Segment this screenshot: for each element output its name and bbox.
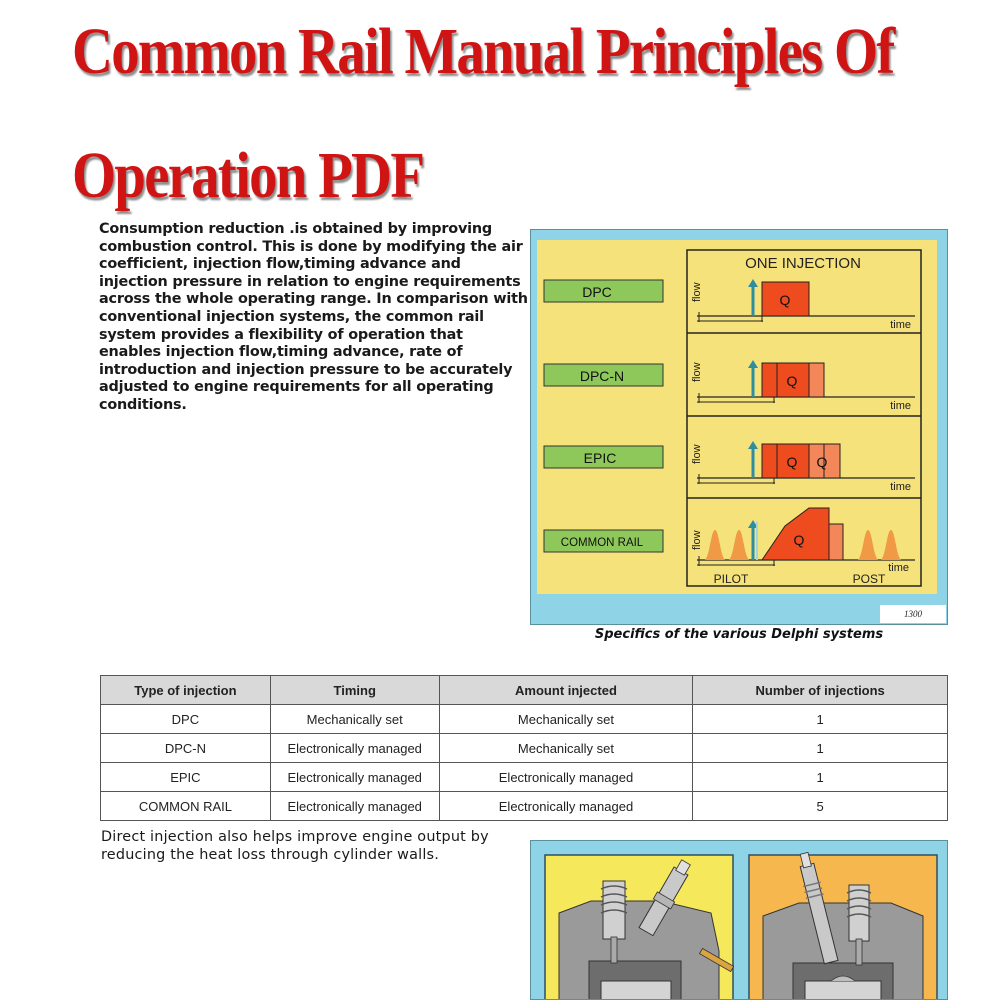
figure-caption: Specifics of the various Delphi systems — [594, 627, 884, 642]
system-label-epic — [544, 446, 663, 468]
svg-text:time: time — [888, 562, 909, 574]
svg-text:flow: flow — [691, 362, 703, 382]
svg-text:Q: Q — [793, 532, 805, 548]
table-row — [101, 792, 948, 821]
injection-systems-figure — [530, 229, 948, 625]
system-label-dpc — [544, 280, 663, 302]
cell-timing: Electronically managed — [270, 792, 439, 821]
injection-comparison-table — [100, 675, 948, 821]
table-row — [101, 734, 948, 763]
header-amount-injected: Amount injected — [439, 676, 693, 705]
cell-count: 1 — [693, 763, 948, 792]
cell-count: 1 — [693, 705, 948, 734]
table-row — [101, 705, 948, 734]
header-timing: Timing — [270, 676, 439, 705]
svg-text:flow: flow — [691, 282, 703, 302]
system-label-dpc-n — [544, 364, 663, 386]
cylinder-head-illustration — [530, 840, 948, 1000]
svg-text:PILOT: PILOT — [713, 572, 749, 586]
svg-text:DPC: DPC — [582, 284, 612, 300]
svg-text:time: time — [890, 319, 911, 331]
svg-text:Q: Q — [816, 454, 828, 470]
svg-text:flow: flow — [691, 530, 703, 550]
svg-text:DPC-N: DPC-N — [579, 368, 625, 384]
svg-text:EPIC: EPIC — [583, 450, 617, 466]
svg-text:POST: POST — [852, 572, 886, 586]
direct-injection-paragraph: Direct injection also helps improve engine output by reducing the heat loss through cylinder walls. — [101, 829, 489, 863]
page-title-line-2: Operation PDF — [72, 139, 424, 212]
svg-text:COMMON RAIL: COMMON RAIL — [560, 537, 644, 549]
svg-text:Q: Q — [779, 292, 791, 308]
cell-timing: Electronically managed — [270, 734, 439, 763]
figure-number-tag: 1300 — [880, 605, 946, 623]
cell-count: 5 — [693, 792, 948, 821]
table-row — [101, 763, 948, 792]
table-header-row — [101, 676, 948, 705]
svg-text:Q: Q — [786, 373, 798, 389]
header-number-of-injections: Number of injections — [693, 676, 948, 705]
intro-paragraph: Consumption reduction .is obtained by improving combustion control. This is done by modifying the air coefficient, injection flow,timing advance and injection pressure in relation to engine requirements across the whole operating range. In comparison with conventional injection systems, the common rail system provides a flexibility of operation that enables injection flow,timing advance, rate of introduction and injection pressure to be accurately adjusted to engine requirements for all operating conditions. — [99, 221, 528, 413]
cell-type: DPC — [101, 705, 271, 734]
cell-type: COMMON RAIL — [101, 792, 271, 821]
cell-type: DPC-N — [101, 734, 271, 763]
svg-text:Q: Q — [786, 454, 798, 470]
header-type-of-injection: Type of injection — [101, 676, 271, 705]
cell-type: EPIC — [101, 763, 271, 792]
cell-timing: Electronically managed — [270, 763, 439, 792]
svg-text:time: time — [890, 400, 911, 412]
svg-text:flow: flow — [691, 444, 703, 464]
cell-amount: Mechanically set — [439, 705, 693, 734]
cell-timing: Mechanically set — [270, 705, 439, 734]
cell-count: 1 — [693, 734, 948, 763]
cell-amount: Mechanically set — [439, 734, 693, 763]
cell-amount: Electronically managed — [439, 792, 693, 821]
one-injection-header: ONE INJECTION — [745, 255, 861, 272]
svg-text:time: time — [890, 481, 911, 493]
system-label-common-rail — [544, 530, 663, 552]
page-title-line-1: Common Rail Manual Principles Of — [72, 15, 894, 88]
cell-amount: Electronically managed — [439, 763, 693, 792]
